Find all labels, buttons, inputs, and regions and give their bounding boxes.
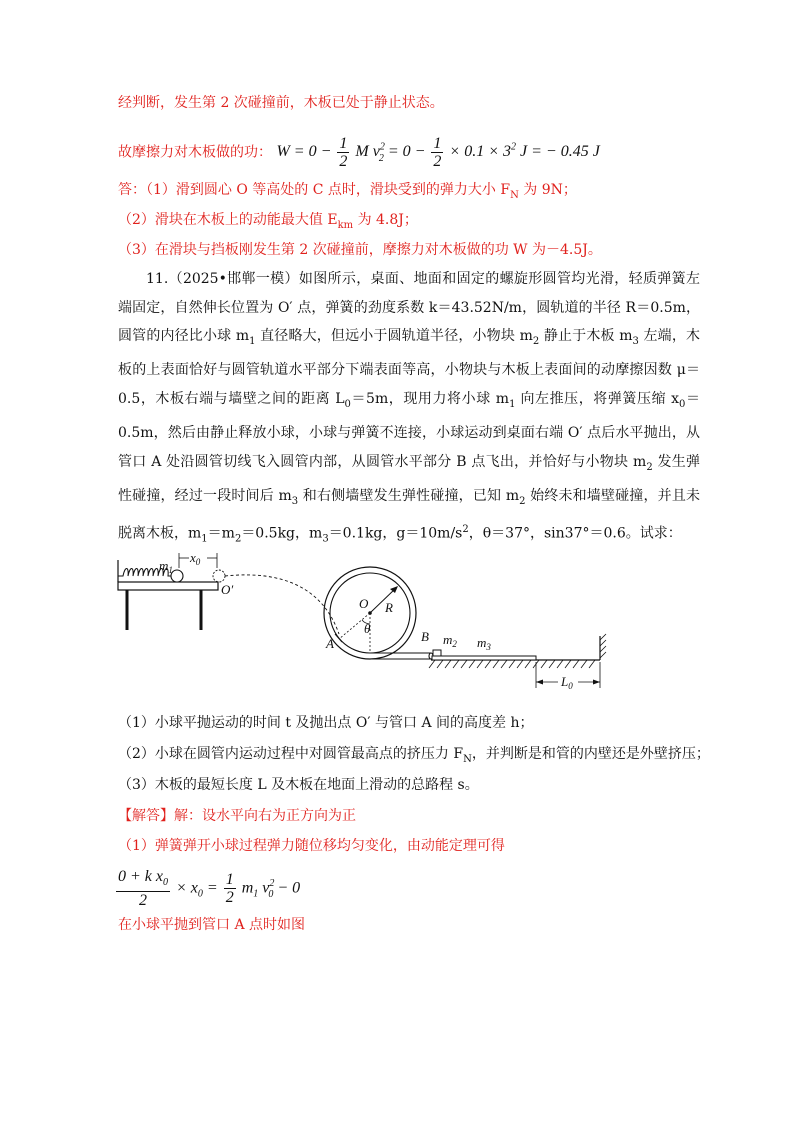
question-3: （3）木板的最短长度 L 及木板在地面上滑动的总路程 s。 — [118, 777, 479, 793]
tube-entrance-a — [335, 634, 342, 642]
ball-at-o-prime — [213, 570, 225, 582]
fraction-half-2: $\frac{1}{2}$ — [433, 135, 442, 171]
label-m1: $m_1$ — [159, 558, 173, 575]
board-m3 — [432, 656, 536, 660]
label-o: O — [359, 596, 369, 611]
solution-tag: 【解答】 — [118, 808, 174, 824]
question-2: （2）小球在圆管内运动过程中对圆管最高点的挤压力 $F_N$，并判断是和管的内壁还是外壁挤压； — [118, 746, 710, 765]
fraction-half: $\frac{1}{2}$ — [339, 135, 348, 171]
label-m2: $m_2$ — [443, 632, 457, 649]
solution-heading: 【解答】解：设水平向右为正方向为正 — [118, 808, 356, 824]
l0-arrow-right — [593, 680, 600, 685]
work-equation: W = 0 − $\frac{1}{2}$ M $v^2_2 = 0$ − $\frac{1}{2}$ × $0.1 \times 3^2$ J = − 0.45 J — [276, 135, 600, 171]
answer-2: （2）滑块在木板上的动能最大值 $E_{km}$ 为 4.8J； — [118, 212, 418, 231]
solution-step-1: （1）弹簧弹开小球过程弹力随位移均匀变化，由动能定理可得 — [118, 838, 505, 854]
answer-3: （3）在滑块与挡板刚发生第 2 次碰撞前，摩擦力对木板做的功 W 为－4.5J。 — [118, 242, 602, 258]
label-r: R — [385, 600, 393, 615]
label-o-prime: O′ — [221, 582, 234, 597]
problem-statement: 11.（2025•邯郸一模）如图所示，桌面、地面和固定的螺旋形圆管均光滑，轻质弹簧左端固定，自然伸长位置为 O′ 点，弹簧的劲度系数 k＝43.52N/m，圆轨道的半径 R＝0.5m，圆管的内径比小球 $m_1$ 直径略大，但远小于圆轨道半径，小物块 $m_2$ 静止于木板 $m_3$ 左端，木板的上表面恰好与圆管轨道水平部分下端表面等高，小物块与木板上表面间的动摩擦因数 μ＝0.5，木板右端与墙壁之间的距离 $L_0=5m$，现用力将小球 $m_1$ 向左推压，将弹簧压缩 $x_0=0.5m$，然后由静止释放小球，小球与弹簧不连接，小球运动到桌面右端 O′ 点后水平抛出，从管口 A 处沿圆管切线飞入圆管内部，从圆管水平部分 B 点飞出，并恰好与小物块 $m_2$ 发生弹性碰撞，经过一段时间后 $m_3$ 和右侧墙壁发生弹性碰撞，已知 $m_2$ 始终未和墙壁碰撞，并且未脱离木板，$m_1=m_2=0.5kg$，$m_3=0.1kg$，$g=10m/s^2$，θ＝37°，sin37°＝0.6。试求： — [118, 271, 700, 545]
label-theta: θ — [364, 621, 371, 636]
work-equation-line — [118, 128, 600, 171]
label-x0: $x_0$ — [190, 550, 201, 567]
ground-hatch — [429, 660, 595, 668]
l0-arrow-left — [536, 680, 543, 685]
physics-diagram — [113, 548, 633, 698]
work-label: 故摩擦力对木板做的功： — [118, 144, 272, 161]
label-m3: $m_3$ — [477, 635, 491, 652]
fraction-half-3: $\frac{1}{2}$ — [225, 871, 234, 907]
label-l0: $L_0$ — [561, 674, 573, 691]
fraction-spring-work: $\frac{0 + k x_0}{2}$ — [118, 868, 168, 910]
solution-final-line: 在小球平抛到管口 A 点时如图 — [118, 917, 306, 933]
label-b: B — [421, 629, 429, 644]
question-1: （1）小球平抛运动的时间 t 及抛出点 O′ 与管口 A 间的高度差 h； — [118, 715, 534, 731]
center-o — [368, 611, 372, 615]
energy-equation: $\frac{0 + k x_0}{2}$ × $x_0$ = $\frac{1}{2}$ $m_1$ $v^2_0 - 0$ — [118, 868, 301, 910]
trajectory — [225, 575, 339, 634]
wall-hatch — [600, 634, 606, 658]
label-a: A — [326, 636, 334, 651]
answer-1: 答：（1）滑到圆心 O 等高处的 C 点时，滑块受到的弹力大小 $F_N$ 为 9N； — [118, 182, 577, 201]
judgement-line: 经判断，发生第 2 次碰撞前，木板已处于静止状态。 — [118, 95, 444, 111]
